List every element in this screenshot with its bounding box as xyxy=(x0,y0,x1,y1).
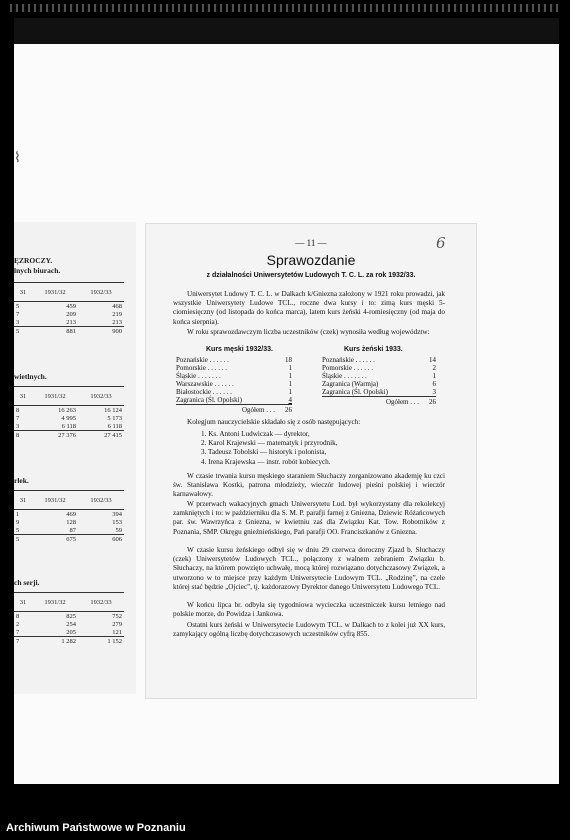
paragraph-retreats: W przerwach wakacyjnych gmach Uniwersytetu Lud. był wykorzystany dla rekolekcyj zamkniętych i to: w październiku dla S. M. P. parafji farnej z Gniezna, Dziewic Różańcowych par. św. Wawrzyńca z Gniezna, w kwietniu zaś dla Związku Kat. Tow. Robotników z Poznania, SMP. Okręgu gnieźnieńskiego, Pań parafji OO. Franciszkanów z Gniezna. xyxy=(173,500,445,536)
report-page xyxy=(146,224,476,698)
list-item: Pomorskie . . . . . . 2 xyxy=(322,364,436,372)
table-header-cell: 1932/33 xyxy=(78,283,124,302)
table-row: 5 459 468 xyxy=(16,302,122,310)
list-item: Zagranica (Śl. Opolski) 3 xyxy=(322,388,436,396)
table-row: 3 6 118 6 118 xyxy=(16,422,122,430)
list-item: Śląskie . . . . . . . 1 xyxy=(322,372,436,380)
table-header-cell: 1932/33 xyxy=(78,387,124,406)
women-course-heading: Kurs żeński 1933. xyxy=(344,346,403,353)
left-table-4 xyxy=(14,592,124,645)
page-title: Sprawozdanie xyxy=(266,252,356,268)
women-course-list xyxy=(322,356,436,406)
table-header-cell: 1932/33 xyxy=(78,593,124,612)
table-sum-row: 8 27 376 27 415 xyxy=(16,431,122,439)
left-heading-2: wietlnych. xyxy=(14,372,47,381)
staff-intro: Kolegjum nauczycielskie składało się z osób następujących: xyxy=(187,418,361,426)
list-item: Poznańskie . . . . . . 14 xyxy=(322,356,436,364)
table-sum-row: 7 1 282 1 152 xyxy=(16,637,122,645)
paragraph-trip: W końcu lipca br. odbyła się tygodniowa wycieczka uczestniczek kursu letniego nad polskie morze, do Powidza i Jankowa. xyxy=(173,601,445,619)
left-table-3 xyxy=(14,490,124,543)
left-table-1 xyxy=(14,282,124,335)
handwritten-number: 6 xyxy=(436,234,446,252)
table-sum-row: 5 675 606 xyxy=(16,535,122,543)
table-header-cell: 1931/32 xyxy=(32,283,78,302)
page-number: — 11 — xyxy=(295,238,327,248)
list-item: Śląskie . . . . . . . 1 xyxy=(176,372,292,380)
total-row: Ogółem . . . 26 xyxy=(385,398,436,406)
table-header-cell: 31 xyxy=(14,491,32,510)
list-item: 3. Tadeusz Tobolski — historyk i polonista, xyxy=(201,448,327,457)
list-item: Zagranica (Śl. Opolski) 4 xyxy=(176,396,292,404)
list-item: Poznańskie . . . . . . 18 xyxy=(176,356,292,364)
left-heading-1b: lnych biurach. xyxy=(14,266,61,275)
paragraph-convention: W czasie kursu żeńskiego odbył się w dniu 29 czerwca doroczny Zjazd b. Słuchaczy (czek) Uniwersytetów Ludowych TCL., połączony z walnem zebraniem Związku b. Słuchaczy, na którem powzięto uchwałę, mocą której rozwiązano dotychczasowy Związek, a utworzono w to miejsce przy każdym Uniwersytecie Ludowym TCL. „Rodzinę”, na czele której stać będzie „Ojciec”, tj. każdorazowy Dyrektor danego Uniwersytetu Ludowego TCL. xyxy=(173,546,445,591)
list-item: Warszawskie . . . . . . 1 xyxy=(176,380,292,388)
page-subtitle: z działalności Uniwersytetów Ludowych T. C. L. za rok 1932/33. xyxy=(206,272,416,279)
margin-mark: ⌇ xyxy=(14,151,21,166)
list-item: Białostockie . . . . . . 1 xyxy=(176,388,292,396)
table-header-cell: 1931/32 xyxy=(32,387,78,406)
footer-bar xyxy=(0,818,570,840)
staff-list xyxy=(201,430,338,467)
list-item: 1. Ks. Antoni Ludwiczak — dyrektor, xyxy=(201,430,310,438)
men-course-list xyxy=(176,356,292,414)
archive-name: Archiwum Państwowe w Poznaniu xyxy=(6,822,186,834)
list-item: 2. Karol Krajewski — matematyk i przyrodnik, xyxy=(201,439,338,448)
table-row: 8 825 752 xyxy=(16,612,122,620)
list-item: Zagranica (Warmja) 6 xyxy=(322,380,436,388)
left-table-2 xyxy=(14,386,124,439)
list-item: 4. Irena Krajewska — instr. robót kobiecych. xyxy=(201,457,331,466)
paragraph-founding: Uniwersytet Ludowy T. C. L. w Dalkach k/Gniezna założony w 1921 roku prowadzi, jak wszystkie Uniwersytety Ludowe TCL., roczne dwa kursy i to: zimą kurs męski 5-ciomiesięczny (od listopada do końca marca), latem kurs żeński 4-romiesięczny (od maja do końca sierpnia). xyxy=(173,290,445,326)
table-row: 5 87 59 xyxy=(16,526,122,534)
table-row: 8 16 263 16 124 xyxy=(16,406,122,414)
paragraph-participants: W roku sprawozdawczym liczba uczestników (czek) wynosiła według województw: xyxy=(187,328,430,336)
left-heading-4: ch serji. xyxy=(14,578,40,587)
table-row: 7 205 121 xyxy=(16,628,122,636)
table-row: 1 469 394 xyxy=(16,510,122,518)
table-row: 9 128 153 xyxy=(16,518,122,526)
table-row: 7 209 219 xyxy=(16,310,122,318)
table-header-cell: 31 xyxy=(14,387,32,406)
total-row: Ogółem . . . 26 xyxy=(241,406,292,414)
film-perforation xyxy=(10,4,560,12)
table-header-cell: 31 xyxy=(14,593,32,612)
table-row: 2 254 279 xyxy=(16,620,122,628)
left-heading-3: rlek. xyxy=(14,476,29,485)
table-sum-row: 5 881 900 xyxy=(16,327,122,335)
men-course-heading: Kurs męski 1932/33. xyxy=(206,346,273,353)
table-header-cell: 1932/33 xyxy=(78,491,124,510)
table-header-cell: 1931/32 xyxy=(32,593,78,612)
left-partial-page xyxy=(14,222,136,694)
table-row: 7 4 995 5 173 xyxy=(16,414,122,422)
paragraph-events: W czasie trwania kursu męskiego staraniem Słuchaczy zorganizowano akademję ku czci św. Stanisława Kostki, patrona młodzieży, wieczór ludowej pieśni polskiej i wieczór karnawałowy. xyxy=(173,472,445,499)
table-header-cell: 31 xyxy=(14,283,32,302)
left-heading-1: ĘZROCZY. xyxy=(14,256,53,265)
table-header-cell: 1931/32 xyxy=(32,491,78,510)
paragraph-final: Ostatni kurs żeński w Uniwersytecie Ludowym TCL. w Dalkach to z kolei już XX kurs, zamykający ogólną liczbę dotychczasowych uczestników cyfrą 855. xyxy=(173,621,445,639)
scan-border xyxy=(14,18,559,44)
table-row: 3 213 213 xyxy=(16,318,122,326)
film-edge-strip xyxy=(0,0,570,16)
list-item: Pomorskie . . . . . . 1 xyxy=(176,364,292,372)
